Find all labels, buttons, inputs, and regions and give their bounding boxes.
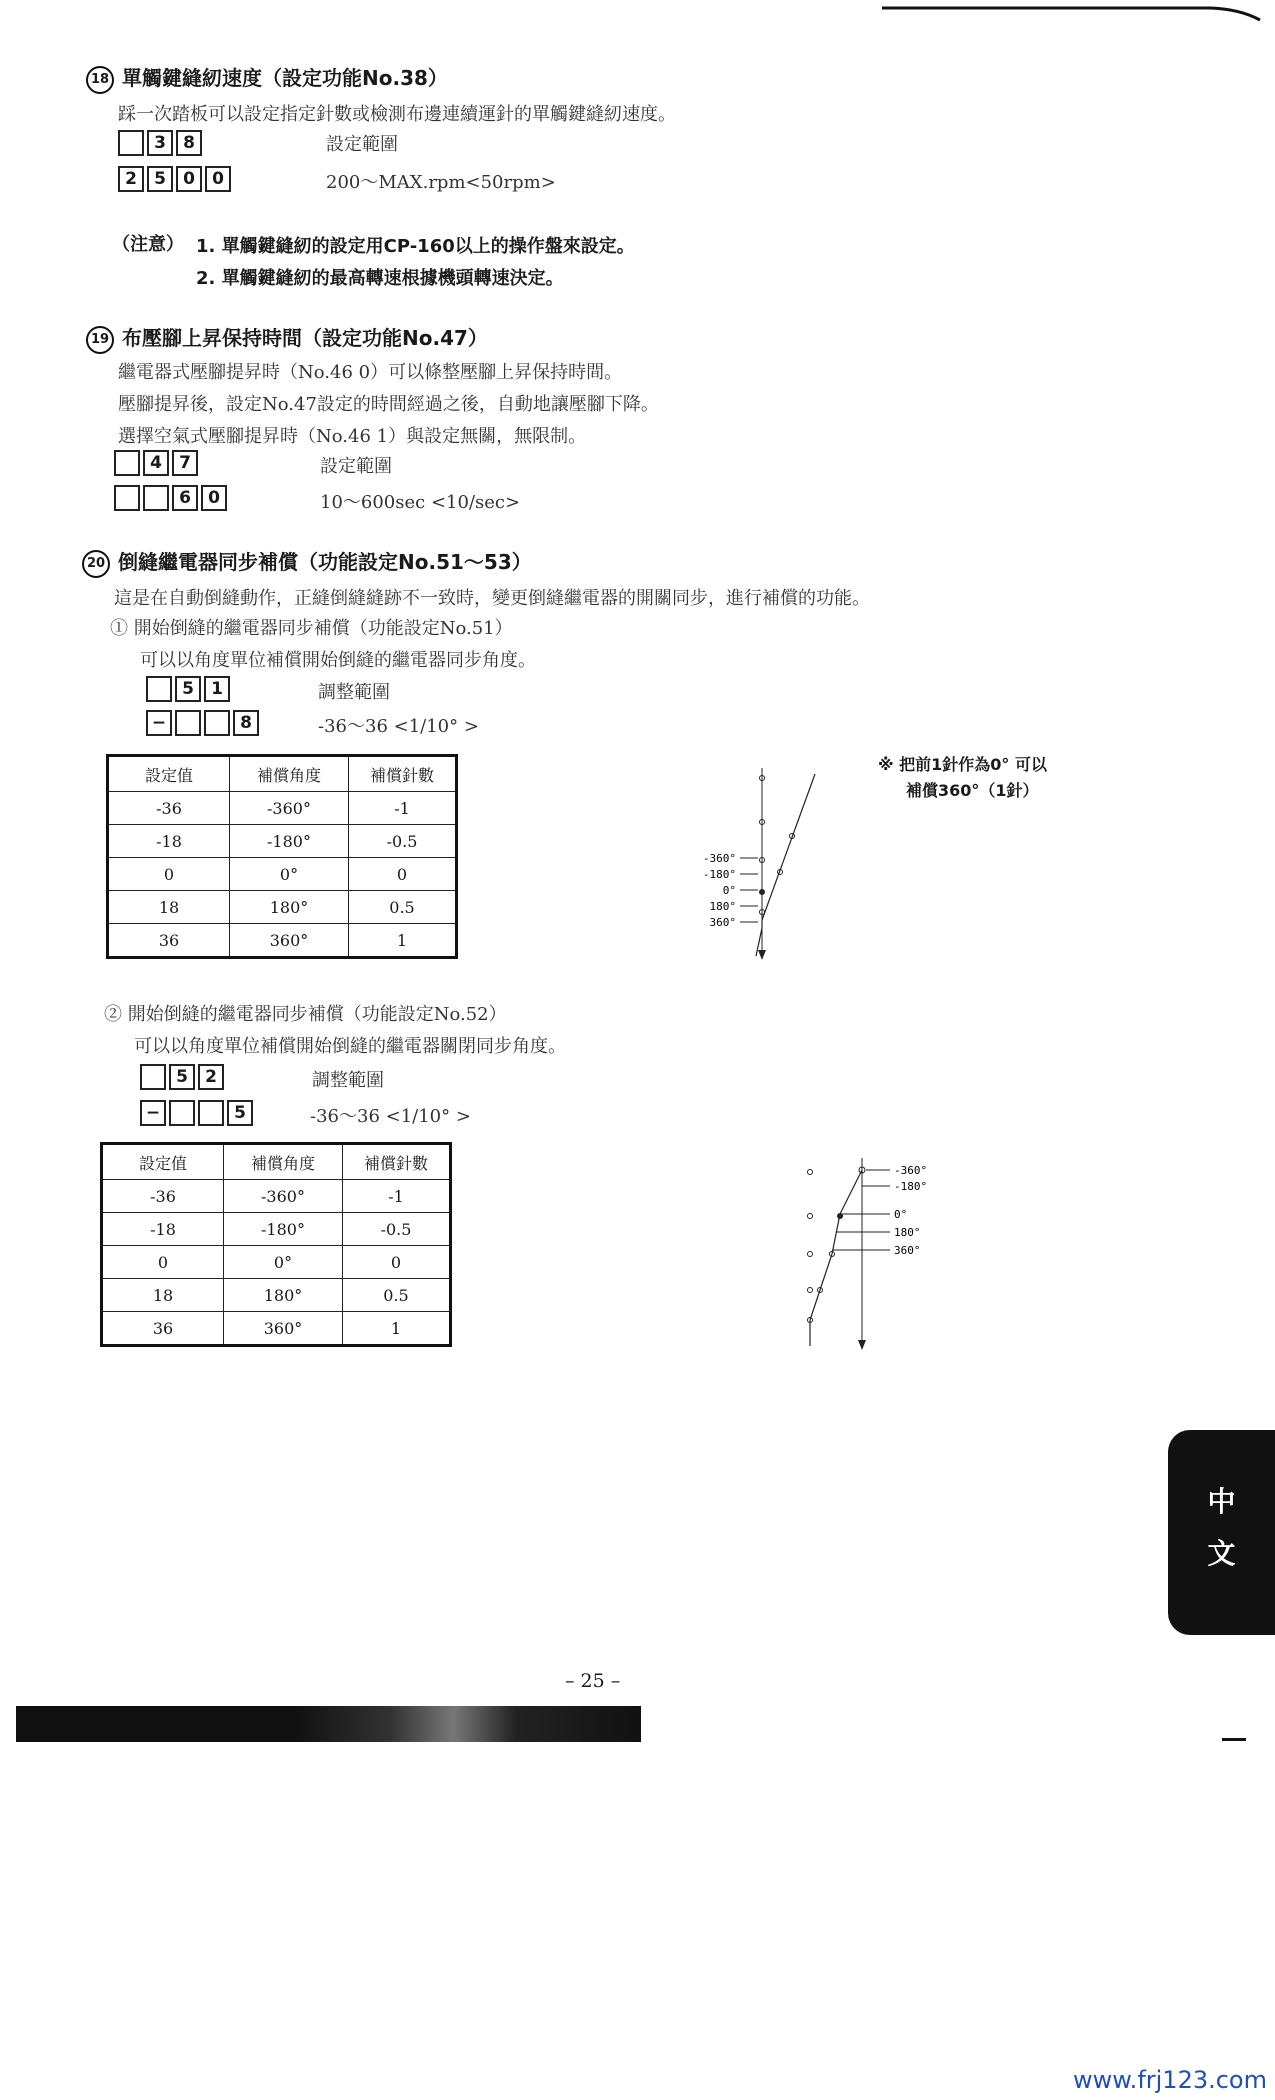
key-cell <box>143 485 169 511</box>
key-cell <box>169 1100 195 1126</box>
diagram-label: 0° <box>894 1208 908 1221</box>
diagram-label: 180° <box>709 900 736 913</box>
key-display-minus-5 <box>140 1100 253 1126</box>
table-cell: -1 <box>343 1180 451 1213</box>
side-note-line: 補償360°（1針） <box>906 781 1039 800</box>
table-cell: -360° <box>230 792 349 825</box>
range-label: 調整範圍 <box>318 682 390 703</box>
table-cell: -36 <box>102 1180 224 1213</box>
table-cell: 18 <box>108 891 230 924</box>
language-tab <box>1168 1430 1275 1635</box>
key-display-38 <box>118 130 202 156</box>
subsection-1-title <box>110 614 513 640</box>
range-value: 200〜MAX.rpm<50rpm> <box>326 172 556 193</box>
diagram-label: -180° <box>702 868 736 881</box>
table-cell: 180° <box>224 1279 343 1312</box>
table-header-row <box>108 756 457 792</box>
table-row <box>108 858 457 891</box>
key-cell: 4 <box>143 450 169 476</box>
table-cell: -1 <box>349 792 457 825</box>
table-row <box>102 1246 451 1279</box>
section-19-line-1: 繼電器式壓腳提昇時（No.46 0）可以條整壓腳上昇保持時間。 <box>118 362 623 383</box>
table-cell: -360° <box>224 1180 343 1213</box>
key-cell: 7 <box>172 450 198 476</box>
key-cell <box>114 485 140 511</box>
table-row <box>108 825 457 858</box>
table-header: 設定值 <box>108 756 230 792</box>
key-cell: 1 <box>204 676 230 702</box>
key-display-2500 <box>118 166 231 192</box>
table-cell: 36 <box>102 1312 224 1346</box>
range-label: 調整範圍 <box>312 1070 384 1091</box>
diagram-label: 0° <box>722 884 736 897</box>
key-cell: − <box>146 710 172 736</box>
key-cell: 0 <box>205 166 231 192</box>
table-cell: -36 <box>108 792 230 825</box>
key-cell <box>198 1100 224 1126</box>
subsection-1-desc: 可以以角度單位補償開始倒縫的繼電器同步角度。 <box>140 650 536 671</box>
compensation-table-1 <box>106 754 458 959</box>
table-cell: -180° <box>224 1213 343 1246</box>
table-cell: 0 <box>108 858 230 891</box>
table-header: 補償針數 <box>349 756 457 792</box>
key-cell <box>114 450 140 476</box>
table-cell: 36 <box>108 924 230 958</box>
section-number: 20 <box>82 550 110 578</box>
right-edge-mark <box>1222 1738 1246 1741</box>
site-url[interactable]: www.frj123.com <box>1073 2066 1267 2094</box>
table-cell: -18 <box>102 1213 224 1246</box>
table-cell: 1 <box>343 1312 451 1346</box>
key-cell: 8 <box>233 710 259 736</box>
key-cell: 0 <box>176 166 202 192</box>
table-row <box>102 1213 451 1246</box>
key-cell <box>204 710 230 736</box>
key-cell: 5 <box>169 1064 195 1090</box>
table-header: 補償針數 <box>343 1144 451 1180</box>
table-cell: -0.5 <box>349 825 457 858</box>
table-cell: 0° <box>230 858 349 891</box>
note-label: （注意） <box>112 234 184 255</box>
compensation-table-2 <box>100 1142 452 1347</box>
side-note-line: ※ 把前1針作為0° 可以 <box>878 755 1047 774</box>
key-cell: 8 <box>176 130 202 156</box>
table-cell: 0 <box>102 1246 224 1279</box>
key-cell: 0 <box>201 485 227 511</box>
table-header: 補償角度 <box>224 1144 343 1180</box>
section-18-desc: 踩一次踏板可以設定指定針數或檢測布邊連續運針的單觸鍵縫紉速度。 <box>118 104 676 125</box>
key-cell: 5 <box>147 166 173 192</box>
section-number: 18 <box>86 66 114 94</box>
diagram-label: 360° <box>709 916 736 929</box>
diagram-label: 360° <box>894 1244 921 1257</box>
note-2: 2. 單觸鍵縫紉的最高轉速根據機頭轉速決定。 <box>196 268 564 289</box>
key-cell: − <box>140 1100 166 1126</box>
key-display-47 <box>114 450 198 476</box>
key-cell: 5 <box>175 676 201 702</box>
table-cell: -0.5 <box>343 1213 451 1246</box>
subsection-mark: ② <box>104 1004 122 1025</box>
section-19-line-2: 壓腳提昇後，設定No.47設定的時間經過之後，自動地讓壓腳下降。 <box>118 394 659 415</box>
table-cell: 360° <box>230 924 349 958</box>
key-cell <box>140 1064 166 1090</box>
tab-char: 文 <box>1207 1537 1236 1570</box>
table-cell: 0.5 <box>343 1279 451 1312</box>
section-18-heading <box>86 62 448 94</box>
section-title: 單觸鍵縫紉速度（設定功能No.38） <box>122 66 448 90</box>
range-value: -36〜36 <1/10° > <box>318 716 479 737</box>
table-cell: 0° <box>224 1246 343 1279</box>
key-cell: 2 <box>118 166 144 192</box>
key-cell <box>175 710 201 736</box>
tab-char: 中 <box>1207 1485 1236 1518</box>
section-title: 倒縫繼電器同步補償（功能設定No.51〜53） <box>118 550 532 574</box>
side-note <box>878 752 1047 804</box>
table-cell: 0 <box>349 858 457 891</box>
key-cell <box>146 676 172 702</box>
section-20-desc: 這是在自動倒縫動作，正縫倒縫縫跡不一致時，變更倒縫繼電器的開關同步，進行補償的功能。 <box>114 588 870 609</box>
range-value: -36〜36 <1/10° > <box>310 1106 471 1127</box>
table-cell: 0.5 <box>349 891 457 924</box>
subsection-mark: ① <box>110 618 128 639</box>
key-display-52 <box>140 1064 224 1090</box>
diagram-label: -360° <box>894 1164 928 1177</box>
table-cell: 360° <box>224 1312 343 1346</box>
section-19-line-3: 選擇空氣式壓腳提昇時（No.46 1）與設定無關，無限制。 <box>118 426 587 447</box>
table-row <box>102 1312 451 1346</box>
table-cell: 1 <box>349 924 457 958</box>
table-row <box>108 924 457 958</box>
range-value: 10〜600sec <10/sec> <box>320 492 521 513</box>
diagram-label: -360° <box>702 852 736 865</box>
table-header: 補償角度 <box>230 756 349 792</box>
key-display-60 <box>114 485 227 511</box>
key-cell: 6 <box>172 485 198 511</box>
table-header: 設定值 <box>102 1144 224 1180</box>
table-cell: -180° <box>230 825 349 858</box>
subsection-2-title <box>104 1000 507 1026</box>
table-header-row <box>102 1144 451 1180</box>
stitch-diagram-1 <box>670 760 850 970</box>
footer-bar <box>16 1706 641 1742</box>
diagram-label: 180° <box>894 1226 921 1239</box>
section-19-heading <box>86 322 488 354</box>
diagram-label: -180° <box>894 1180 928 1193</box>
subsection-title-text: 開始倒縫的繼電器同步補償（功能設定No.51） <box>133 618 513 639</box>
key-display-minus-8 <box>146 710 259 736</box>
key-cell: 5 <box>227 1100 253 1126</box>
key-cell <box>118 130 144 156</box>
table-cell: 18 <box>102 1279 224 1312</box>
range-label: 設定範圍 <box>326 134 398 155</box>
range-label: 設定範圍 <box>320 456 392 477</box>
table-cell: 180° <box>230 891 349 924</box>
key-display-51 <box>146 676 230 702</box>
section-title: 布壓腳上昇保持時間（設定功能No.47） <box>122 326 488 350</box>
table-row <box>102 1279 451 1312</box>
stitch-diagram-2 <box>790 1150 980 1360</box>
key-cell: 3 <box>147 130 173 156</box>
table-row <box>108 792 457 825</box>
table-cell: 0 <box>343 1246 451 1279</box>
table-cell: -18 <box>108 825 230 858</box>
subsection-2-desc: 可以以角度單位補償開始倒縫的繼電器關閉同步角度。 <box>134 1036 566 1057</box>
table-row <box>108 891 457 924</box>
table-row <box>102 1180 451 1213</box>
top-rule <box>880 0 1275 40</box>
key-cell: 2 <box>198 1064 224 1090</box>
subsection-title-text: 開始倒縫的繼電器同步補償（功能設定No.52） <box>127 1004 507 1025</box>
page-number: – 25 – <box>565 1670 621 1692</box>
note-1: 1. 單觸鍵縫紉的設定用CP-160以上的操作盤來設定。 <box>196 236 635 257</box>
section-20-heading <box>82 546 532 578</box>
section-number: 19 <box>86 326 114 354</box>
